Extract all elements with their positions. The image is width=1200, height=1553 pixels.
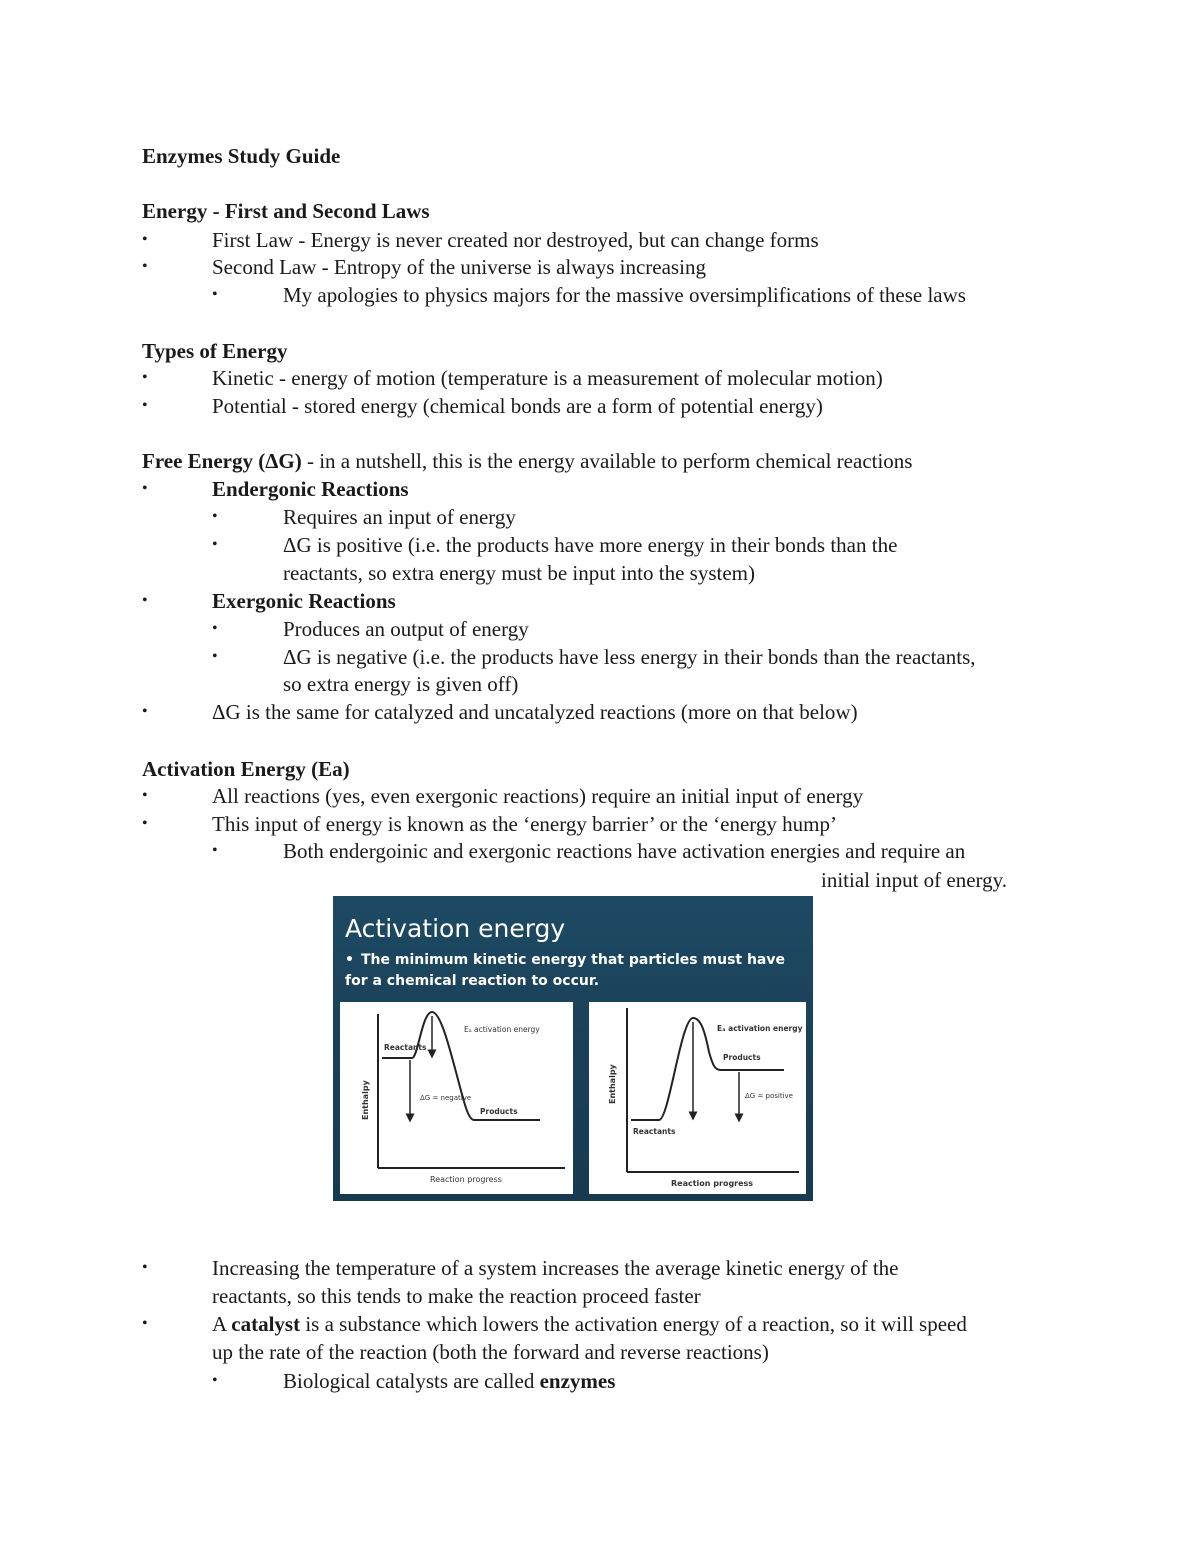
catalyst-text: [212, 1310, 967, 1338]
bullet-marker: •: [142, 787, 148, 804]
heading-activation-energy: Activation Energy (Ea): [142, 757, 350, 781]
document-title: Enzymes Study Guide: [142, 144, 341, 168]
activation-label: Eₐ activation energy: [717, 1024, 803, 1033]
heading-free-energy: [142, 447, 912, 475]
bullet-marker: •: [142, 480, 148, 497]
catalyst-text-cont: up the rate of the reaction (both the forward and reverse reactions): [212, 1340, 769, 1364]
bullet-marker: •: [212, 286, 218, 303]
exergonic-diagram: [340, 1002, 573, 1194]
products-label: Products: [480, 1107, 518, 1116]
free-energy-bold: Free Energy (ΔG): [142, 449, 302, 473]
temperature-text: Increasing the temperature of a system increases the average kinetic energy of the: [212, 1256, 899, 1280]
bullet-marker: •: [142, 592, 148, 609]
heading-energy-laws: Energy - First and Second Laws: [142, 199, 430, 223]
activation-sub-item: Both endergoinic and exergonic reactions have activation energies and require an: [283, 839, 966, 863]
bullet-marker: •: [212, 1372, 218, 1389]
endergonic-label: Endergonic Reactions: [212, 477, 409, 501]
activation-energy-figure: [333, 896, 813, 1201]
y-axis-label: Enthalpy: [361, 1080, 370, 1120]
endergonic-item: Requires an input of energy: [283, 505, 516, 529]
bullet-marker: •: [142, 369, 148, 386]
exergonic-diagram-panel: [340, 1002, 573, 1194]
apology-text: My apologies to physics majors for the massive oversimplifications of these laws: [283, 283, 966, 307]
bullet-marker: •: [142, 1259, 148, 1276]
x-axis-label: Reaction progress: [671, 1179, 754, 1188]
potential-text: Potential - stored energy (chemical bonds are a form of potential energy): [212, 394, 823, 418]
endergonic-item: ΔG is positive (i.e. the products have more energy in their bonds than the: [283, 533, 898, 557]
kinetic-text: Kinetic - energy of motion (temperature is a measurement of molecular motion): [212, 366, 883, 390]
first-law-text: First Law - Energy is never created nor destroyed, but can change forms: [212, 228, 819, 252]
bullet-marker: •: [142, 231, 148, 248]
free-energy-rest: - in a nutshell, this is the energy available to perform chemical reactions: [301, 449, 913, 473]
biological-catalysts-text: [283, 1367, 615, 1395]
activation-label: Eₐ activation energy: [464, 1025, 540, 1034]
figure-title: Activation energy: [345, 914, 566, 943]
products-label: Products: [723, 1053, 761, 1062]
enzymes-term: enzymes: [539, 1369, 616, 1393]
temperature-text-cont: reactants, so this tends to make the reaction proceed faster: [212, 1284, 701, 1308]
figure-subtitle: [345, 950, 811, 992]
endergonic-diagram: [589, 1002, 806, 1194]
figure-bullet: •: [345, 952, 354, 968]
catalyst-text-a: A: [212, 1312, 232, 1336]
activation-item: All reactions (yes, even exergonic reactions) require an initial input of energy: [212, 784, 864, 808]
bullet-marker: •: [142, 258, 148, 275]
energy-curve: [631, 1018, 784, 1120]
heading-types-of-energy: Types of Energy: [142, 339, 288, 363]
bullet-marker: •: [212, 842, 218, 859]
delta-g-note: ΔG is the same for catalyzed and uncatalyzed reactions (more on that below): [212, 700, 858, 724]
bullet-marker: •: [142, 815, 148, 832]
endergonic-item-cont: reactants, so extra energy must be input into the system): [283, 561, 755, 585]
bullet-marker: •: [212, 648, 218, 665]
figure-subtitle-text: The minimum kinetic energy that particles must have for a chemical reaction to occur.: [345, 952, 785, 989]
bullet-marker: •: [142, 703, 148, 720]
exergonic-item: Produces an output of energy: [283, 617, 529, 641]
exergonic-label: Exergonic Reactions: [212, 589, 396, 613]
delta-g-label: ΔG = negative: [420, 1094, 472, 1102]
bullet-marker: •: [212, 508, 218, 525]
bullet-marker: •: [142, 397, 148, 414]
biological-text: Biological catalysts are called: [283, 1369, 540, 1393]
bullet-marker: •: [212, 536, 218, 553]
delta-g-label: ΔG = positive: [745, 1092, 793, 1100]
bullet-marker: •: [142, 1315, 148, 1332]
exergonic-item-cont: so extra energy is given off): [283, 672, 519, 696]
reactants-label: Reactants: [384, 1043, 427, 1052]
reactants-label: Reactants: [633, 1127, 676, 1136]
activation-item: This input of energy is known as the ‘energy barrier’ or the ‘energy hump’: [212, 812, 837, 836]
bullet-marker: •: [212, 620, 218, 637]
x-axis-label: Reaction progress: [430, 1175, 502, 1184]
second-law-text: Second Law - Entropy of the universe is always increasing: [212, 255, 706, 279]
y-axis-label: Enthalpy: [608, 1064, 617, 1104]
exergonic-item: ΔG is negative (i.e. the products have less energy in their bonds than the reactants,: [283, 645, 976, 669]
catalyst-text-c: is a substance which lowers the activation energy of a reaction, so it will speed: [300, 1312, 967, 1336]
endergonic-diagram-panel: [589, 1002, 806, 1194]
catalyst-term: catalyst: [231, 1312, 301, 1336]
activation-sub-item-cont: initial input of energy.: [821, 868, 1008, 892]
